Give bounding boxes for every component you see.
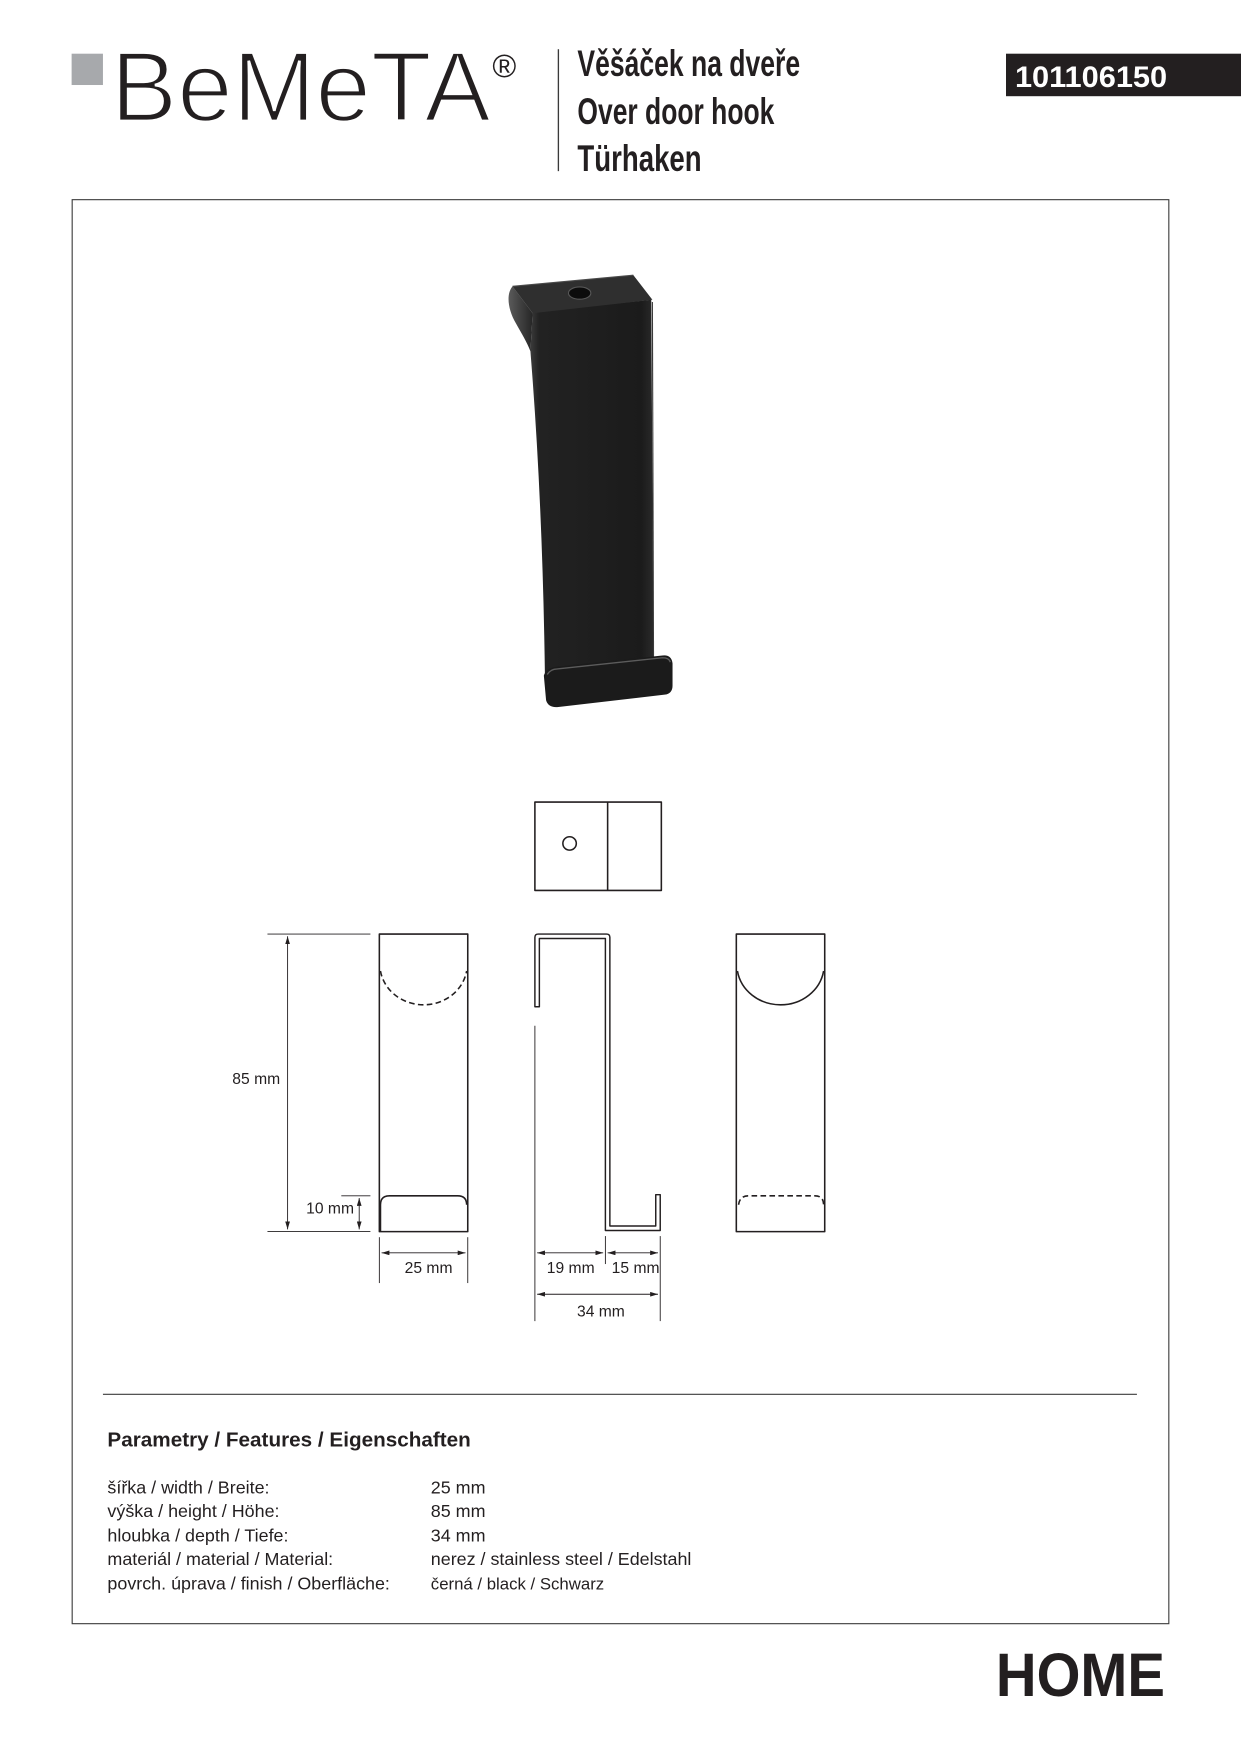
- feature-label: materiál / material / Material:: [107, 1548, 334, 1569]
- product-code: 101106150: [1014, 61, 1168, 95]
- feature-value: nerez / stainless steel / Edelstahl: [430, 1548, 692, 1569]
- feature-row: [107, 1574, 604, 1594]
- collection-name: HOME: [995, 1640, 1165, 1710]
- dimension-lip-height-label: 10 mm: [306, 1200, 355, 1218]
- title-czech: Věšáček na dveře: [577, 43, 801, 85]
- dimension-depth-inner-label: 19 mm: [546, 1259, 595, 1277]
- features-heading: Parametry / Features / Eigenschaften: [107, 1428, 471, 1452]
- title-english: Over door hook: [577, 91, 775, 133]
- feature-label: výška / height / Höhe:: [107, 1500, 280, 1521]
- dimension-height-label: 85 mm: [232, 1070, 281, 1088]
- mounting-hole: [568, 287, 590, 299]
- feature-value: černá / black / Schwarz: [430, 1574, 605, 1594]
- feature-value: 34 mm: [430, 1525, 486, 1546]
- dimension-depth-total-label: 34 mm: [576, 1303, 625, 1321]
- feature-label: povrch. úprava / finish / Oberfläche:: [107, 1573, 390, 1594]
- feature-label: hloubka / depth / Tiefe:: [107, 1525, 289, 1546]
- feature-value: 85 mm: [430, 1500, 486, 1521]
- registered-mark: ®: [492, 48, 517, 85]
- title-german: Türhaken: [577, 138, 702, 180]
- brand-logo: BeMeTA: [110, 31, 491, 143]
- dimension-width-label: 25 mm: [404, 1259, 453, 1277]
- logo-square: [72, 54, 103, 85]
- feature-label: šířka / width / Breite:: [107, 1477, 270, 1498]
- feature-value: 25 mm: [430, 1477, 486, 1498]
- dimension-depth-lip-label: 15 mm: [611, 1259, 660, 1277]
